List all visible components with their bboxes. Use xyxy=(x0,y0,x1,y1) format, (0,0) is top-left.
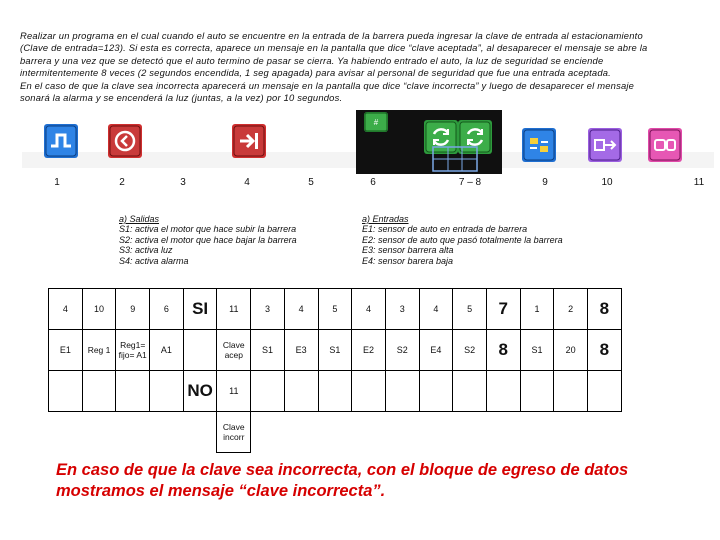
grid-cell xyxy=(150,371,184,412)
block-number: 9 xyxy=(542,177,548,188)
grid-cell xyxy=(251,371,285,412)
inputs-item: E4: sensor barera baja xyxy=(362,255,454,266)
grid-cell xyxy=(554,371,588,412)
inputs-title: a) Entradas xyxy=(362,214,409,224)
intro-line: Realizar un programa en el cual cuando el auto se encuentre en la entrada de la barrera pueda ingresar la clave de entrada al estacionamiento xyxy=(20,30,643,41)
grid-cell: S1 xyxy=(318,330,352,371)
motor-exit-icon[interactable] xyxy=(232,124,266,158)
grid-cell xyxy=(352,371,386,412)
block-param-row xyxy=(49,330,622,371)
block-number: 3 xyxy=(180,177,186,188)
grid-cell: 11 xyxy=(217,289,251,330)
block-number: 4 xyxy=(244,177,250,188)
intro-line: barrera y una vez que se detectó que el auto termino de pasar se cierra. Ya habiendo entrado el auto, la luz de seguridad se enciende xyxy=(20,54,604,66)
grid-cell: A1 xyxy=(150,330,184,371)
inputs-legend xyxy=(362,214,563,266)
grid-cell: 6 xyxy=(150,289,184,330)
grid-cell xyxy=(82,371,116,412)
footer-note: En caso de que la clave sea incorrecta, con el bloque de egreso de datos mostramos el mensaje “clave incorrecta”. xyxy=(56,461,629,500)
grid-gap xyxy=(251,412,285,453)
grid-cell xyxy=(183,330,217,371)
intro-line: (Clave de entrada=123). Si esta es correcta, aparece un mensaje en la pantalla que dice “clave aceptada”, al desaparecer el mensaje se abre la xyxy=(20,42,648,54)
grid-cell xyxy=(520,371,554,412)
memory-transfer-icon[interactable] xyxy=(588,128,622,162)
message-output-icon[interactable] xyxy=(648,128,682,162)
inputs-item: E2: sensor de auto que pasó totalmente la barrera xyxy=(362,234,563,245)
grid-cell xyxy=(588,371,622,412)
grid-cell: 2 xyxy=(554,289,588,330)
data-compare-icon[interactable] xyxy=(522,128,556,162)
block-number: 11 xyxy=(693,177,705,188)
inputs-item: E1: sensor de auto en entrada de barrera xyxy=(362,224,528,235)
pulse-output-icon[interactable] xyxy=(44,124,78,158)
grid-cell xyxy=(486,371,520,412)
svg-text:#: # xyxy=(373,118,379,127)
grid-cell: E3 xyxy=(284,330,318,371)
grid-cell: E2 xyxy=(352,330,386,371)
intro-line: intermitentemente 8 veces (2 segundos encendida, 1 seg apagada) para avisar al personal de seguridad que fue una entrada aceptada. xyxy=(20,67,611,79)
inputs-item: E3: sensor barrera alta xyxy=(362,245,454,256)
block-number: 2 xyxy=(119,177,125,188)
grid-cell xyxy=(385,371,419,412)
grid-cell: S1 xyxy=(520,330,554,371)
block-number: 5 xyxy=(308,177,314,188)
grid-gap xyxy=(150,412,184,453)
grid-cell: 1 xyxy=(520,289,554,330)
no-label: NO xyxy=(183,371,217,412)
grid-gap xyxy=(183,412,217,453)
outputs-item: S1: activa el motor que hace subir la barrera xyxy=(119,224,297,235)
grid-cell: 3 xyxy=(251,289,285,330)
grid-cell: 9 xyxy=(116,289,150,330)
block-number: 6 xyxy=(370,177,376,188)
grid-cell: Reg1= fijo= A1 xyxy=(116,330,150,371)
intro-line: En el caso de que la clave sea incorrecta aparecerá un mensaje en la pantalla que dice “clave incorrecta” y luego de desaparecer el mensaje xyxy=(20,79,635,91)
no-branch-detail-row xyxy=(49,412,622,453)
grid-cell xyxy=(453,371,487,412)
no-branch-row xyxy=(49,371,622,412)
flow-diagram xyxy=(48,288,670,448)
outputs-legend xyxy=(119,214,297,266)
outputs-title: a) Salidas xyxy=(119,214,160,224)
grid-cell: 5 xyxy=(453,289,487,330)
grid-cell xyxy=(318,371,352,412)
grid-cell: 4 xyxy=(49,289,83,330)
grid-gap xyxy=(82,412,116,453)
grid-cell: 4 xyxy=(419,289,453,330)
grid-cell: 4 xyxy=(284,289,318,330)
block-number: 1 xyxy=(54,177,60,188)
grid-cell: 7 xyxy=(486,289,520,330)
yes-label: SI xyxy=(183,289,217,330)
grid-cell xyxy=(284,371,318,412)
grid-cell: S2 xyxy=(453,330,487,371)
grid-cell: 8 xyxy=(486,330,520,371)
flow-grid xyxy=(48,288,622,453)
block-number: 7 – 8 xyxy=(458,177,482,188)
block-number-row xyxy=(49,289,622,330)
grid-cell xyxy=(49,371,83,412)
grid-cell: 8 xyxy=(588,289,622,330)
grid-cell: E4 xyxy=(419,330,453,371)
intro-line: sonará la alarma y se encenderá la luz (juntas, a la vez) por 10 segundos. xyxy=(20,92,343,104)
motor-reverse-icon[interactable] xyxy=(108,124,142,158)
grid-cell: 20 xyxy=(554,330,588,371)
outputs-item: S2: activa el motor que hace bajar la barrera xyxy=(119,234,297,245)
grid-cell: 3 xyxy=(385,289,419,330)
outputs-item: S3: activa luz xyxy=(119,245,173,256)
grid-cell: 5 xyxy=(318,289,352,330)
grid-cell: S2 xyxy=(385,330,419,371)
grid-cell: 10 xyxy=(82,289,116,330)
block-number: 10 xyxy=(601,177,613,188)
grid-cell: E1 xyxy=(49,330,83,371)
grid-gap xyxy=(116,412,150,453)
grid-cell xyxy=(419,371,453,412)
grid-cell: S1 xyxy=(251,330,285,371)
grid-cell: Reg 1 xyxy=(82,330,116,371)
grid-gap xyxy=(49,412,83,453)
grid-cell: 11 xyxy=(217,371,251,412)
grid-cell: Clave incorr xyxy=(217,412,251,453)
grid-cell xyxy=(116,371,150,412)
block-toolbar xyxy=(22,110,714,174)
data-output-icon[interactable] xyxy=(364,112,388,132)
problem-statement xyxy=(20,30,710,104)
outputs-item: S4: activa alarma xyxy=(119,255,189,266)
table-grid-icon xyxy=(432,146,478,172)
grid-cell: 8 xyxy=(588,330,622,371)
grid-cell: Clave acep xyxy=(217,330,251,371)
grid-cell: 4 xyxy=(352,289,386,330)
